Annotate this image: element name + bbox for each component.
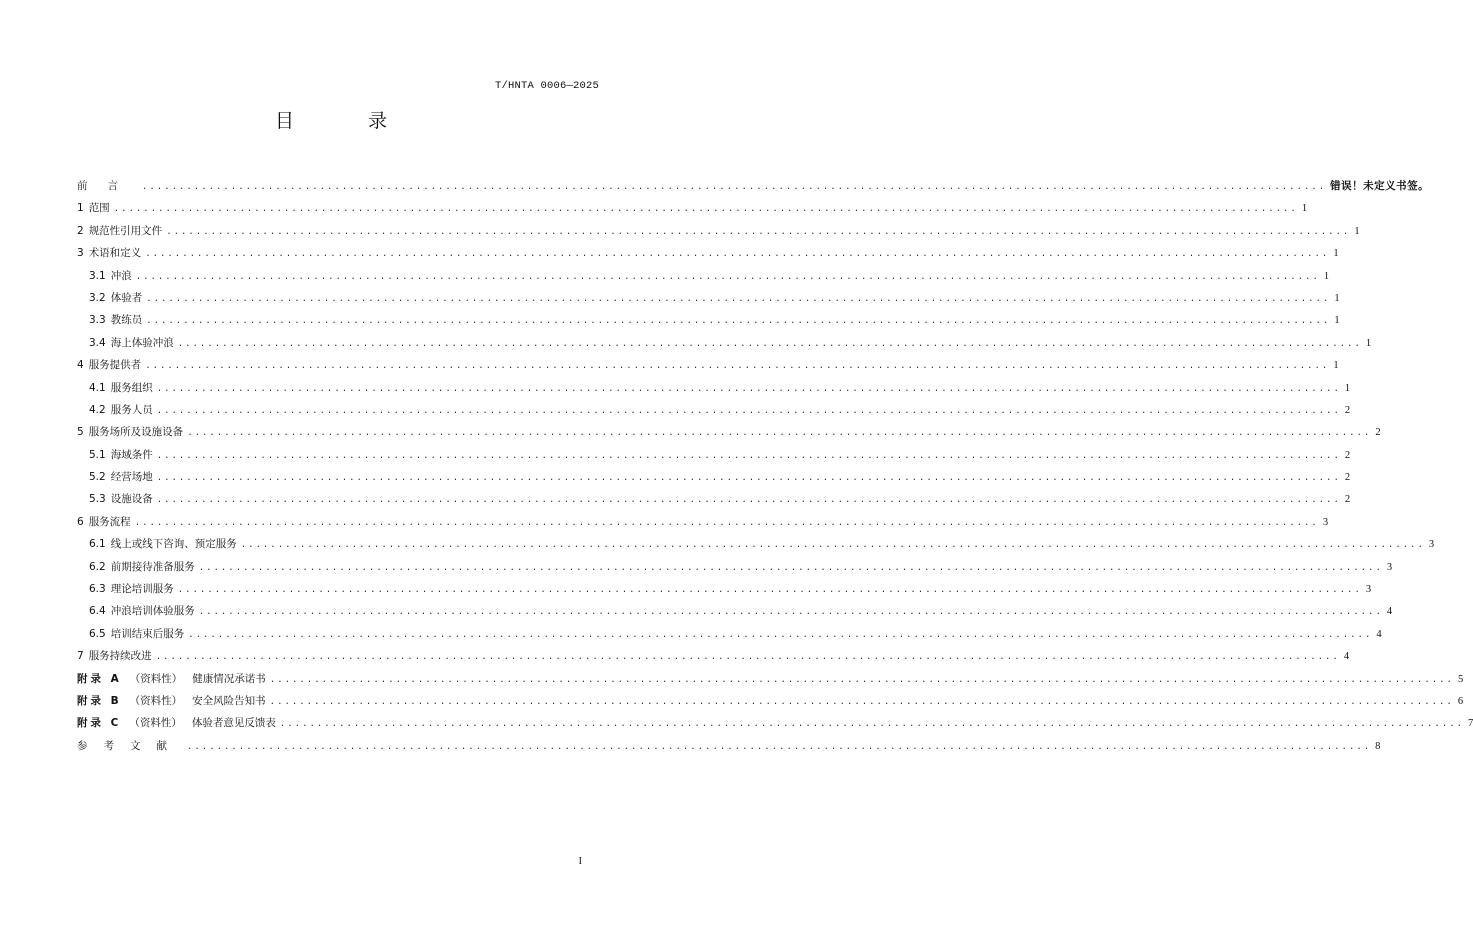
document-code: T/HNTA 0006—2025	[494, 80, 599, 92]
toc-entry-page: 1	[1333, 248, 1339, 260]
toc-entry-label: 前期接待准备服务	[110, 560, 195, 573]
toc-entry-number: 4	[77, 359, 84, 372]
toc-entry-number: 3.1	[89, 269, 106, 282]
toc-entry-page: 2	[1344, 494, 1351, 506]
toc-entry-label: 服务场所及设施设备	[88, 426, 184, 439]
toc-entry-label: 冲浪培训体验服务	[110, 605, 195, 618]
toc-entry-label: 参考文献	[77, 739, 183, 752]
toc-entry[interactable]	[77, 488, 1351, 510]
toc-entry[interactable]	[77, 175, 1430, 197]
dot-leader: ................................................................................................................................................................	[156, 495, 1341, 506]
toc-entry[interactable]	[77, 309, 1340, 331]
toc-entry[interactable]	[77, 265, 1330, 287]
dot-leader: ................................................................................................................................................................	[134, 517, 1319, 528]
toc-entry[interactable]	[77, 287, 1340, 309]
toc-entry[interactable]	[77, 600, 1393, 622]
toc-entry-label: 服务组织	[110, 381, 153, 394]
toc-entry-label: 体验者	[110, 291, 143, 304]
toc-entry-label: 海上体验冲浪	[110, 336, 174, 349]
dot-leader: ................................................................................................................................................................	[145, 249, 1330, 260]
toc-entry-label: 服务持续改进	[88, 650, 152, 663]
toc-entry-number: 6.4	[89, 605, 106, 618]
dot-leader: ................................................................................................................................................................	[142, 182, 1327, 192]
toc-entry-page: 3	[1386, 561, 1393, 573]
dot-leader: ................................................................................................................................................................	[240, 540, 1425, 551]
toc-entry[interactable]	[77, 712, 1473, 734]
toc-entry-type: （资料性）	[129, 672, 183, 685]
toc-entry-number: 6.2	[89, 560, 106, 573]
toc-entry-page: 1	[1334, 292, 1340, 304]
toc-entry-page: 2	[1344, 449, 1351, 461]
toc-entry-number: 4.1	[89, 381, 106, 394]
toc-entry-number: 3.2	[89, 291, 106, 304]
toc-entry-label: 安全风险告知书	[192, 694, 266, 707]
dot-leader: ................................................................................................................................................................	[156, 405, 1341, 416]
toc-entry-number: 4.2	[89, 403, 106, 416]
toc-entry-label: 冲浪	[110, 269, 132, 282]
dot-leader: ................................................................................................................................................................	[269, 696, 1454, 707]
toc-entry-number: 6.5	[89, 627, 106, 640]
toc-entry-page: 1	[1344, 382, 1351, 394]
dot-leader: ................................................................................................................................................................	[187, 741, 1372, 752]
toc-entry[interactable]	[77, 399, 1351, 421]
dot-leader: ................................................................................................................................................................	[269, 674, 1454, 685]
toc-entry[interactable]	[77, 623, 1382, 645]
toc-entry-number: 3.3	[89, 314, 106, 327]
toc-entry-number: 3.4	[89, 336, 106, 349]
toc-entry-number: 附录 A	[77, 672, 122, 685]
dot-leader: ................................................................................................................................................................	[155, 652, 1340, 663]
toc-entry-type: （资料性）	[129, 717, 182, 730]
toc-entry-page: 1	[1323, 270, 1330, 282]
toc-entry-label: 范围	[88, 202, 110, 215]
toc-entry-label: 前言	[77, 180, 138, 192]
toc-entry[interactable]	[77, 220, 1360, 242]
toc-entry-number: 2	[77, 224, 84, 237]
dot-leader: ................................................................................................................................................................	[177, 585, 1362, 596]
toc-entry-page: 错误！未定义书签。	[1330, 180, 1430, 192]
toc-entry-label: 理论培训服务	[110, 583, 174, 596]
toc-entry-page: 3	[1428, 539, 1435, 551]
toc-entry-label: 服务人员	[110, 403, 153, 416]
toc-entry[interactable]	[77, 242, 1339, 264]
toc-entry-number: 5.2	[89, 471, 106, 484]
dot-leader: ................................................................................................................................................................	[279, 719, 1465, 730]
dot-leader: ................................................................................................................................................................	[146, 293, 1331, 304]
toc-entry-page: 1	[1334, 315, 1340, 327]
toc-entry-number: 3	[77, 247, 84, 260]
page-number: I	[578, 856, 582, 867]
toc-entry[interactable]	[77, 377, 1351, 399]
toc-entry[interactable]	[77, 332, 1372, 354]
toc-entry-page: 4	[1386, 606, 1393, 618]
toc-entry[interactable]	[77, 690, 1464, 712]
toc-entry-page: 2	[1344, 472, 1351, 484]
toc-entry-page: 4	[1343, 651, 1350, 663]
toc-entry[interactable]	[77, 466, 1351, 488]
table-of-contents	[77, 175, 1473, 757]
toc-entry-number: 5	[77, 426, 84, 439]
toc-entry[interactable]	[77, 645, 1350, 667]
dot-leader: ................................................................................................................................................................	[188, 629, 1373, 640]
toc-entry[interactable]	[77, 354, 1339, 376]
toc-entry-page: 5	[1457, 673, 1464, 685]
toc-entry-label: 海域条件	[110, 448, 153, 461]
dot-leader: ................................................................................................................................................................	[156, 383, 1341, 394]
toc-entry-number: 5.1	[89, 448, 106, 461]
toc-entry-page: 8	[1375, 740, 1381, 752]
toc-entry-label: 服务流程	[88, 515, 131, 528]
dot-leader: ................................................................................................................................................................	[187, 428, 1372, 439]
dot-leader: ................................................................................................................................................................	[145, 361, 1330, 372]
toc-entry-number: 附录 C	[77, 717, 122, 730]
toc-entry[interactable]	[77, 668, 1464, 690]
toc-entry[interactable]	[77, 735, 1381, 757]
toc-entry-label: 线上或线下咨询、预定服务	[110, 538, 237, 551]
toc-entry[interactable]	[77, 444, 1351, 466]
dot-leader: ................................................................................................................................................................	[166, 226, 1351, 237]
toc-entry[interactable]	[77, 511, 1329, 533]
toc-entry-label: 培训结束后服务	[110, 627, 185, 640]
toc-entry-page: 3	[1365, 584, 1372, 596]
toc-entry-number: 5.3	[89, 493, 106, 506]
toc-entry-label: 术语和定义	[88, 247, 142, 260]
dot-leader: ................................................................................................................................................................	[135, 271, 1320, 282]
toc-entry-label: 健康情况承诺书	[192, 672, 266, 685]
toc-entry-number: 附录 B	[77, 694, 122, 707]
toc-entry-label: 服务提供者	[88, 359, 142, 372]
toc-entry-number: 1	[77, 202, 84, 215]
toc-entry-number: 7	[77, 650, 84, 663]
toc-entry[interactable]	[77, 533, 1435, 555]
toc-entry-page: 3	[1322, 516, 1329, 528]
toc-entry-page: 1	[1333, 360, 1339, 372]
toc-entry[interactable]	[77, 578, 1372, 600]
toc-entry-page: 1	[1354, 225, 1360, 237]
toc-entry-page: 1	[1301, 203, 1308, 215]
toc-entry-label: 设施设备	[110, 493, 153, 506]
toc-entry-page: 7	[1468, 718, 1473, 730]
dot-leader: ................................................................................................................................................................	[146, 316, 1331, 327]
dot-leader: ................................................................................................................................................................	[198, 607, 1383, 618]
toc-entry-number: 6.1	[89, 538, 106, 551]
dot-leader: ................................................................................................................................................................	[198, 562, 1383, 573]
toc-entry[interactable]	[77, 421, 1381, 443]
page-title: 目 录	[274, 110, 422, 132]
toc-entry[interactable]	[77, 556, 1393, 578]
dot-leader: ................................................................................................................................................................	[113, 204, 1298, 215]
dot-leader: ................................................................................................................................................................	[177, 338, 1362, 349]
toc-entry-label: 体验者意见反馈表	[191, 717, 276, 730]
toc-entry-number: 6.3	[89, 583, 106, 596]
toc-entry-label: 规范性引用文件	[88, 224, 163, 237]
toc-entry-page: 6	[1457, 695, 1464, 707]
dot-leader: ................................................................................................................................................................	[156, 473, 1341, 484]
toc-entry[interactable]	[77, 197, 1308, 219]
toc-entry-label: 教练员	[110, 314, 143, 327]
toc-entry-type: （资料性）	[129, 694, 183, 707]
toc-entry-number: 6	[77, 515, 84, 528]
dot-leader: ................................................................................................................................................................	[156, 450, 1341, 461]
toc-entry-page: 2	[1375, 427, 1381, 439]
toc-entry-page: 2	[1344, 404, 1351, 416]
toc-entry-page: 1	[1365, 337, 1372, 349]
toc-entry-label: 经营场地	[110, 471, 153, 484]
toc-entry-page: 4	[1376, 628, 1382, 640]
